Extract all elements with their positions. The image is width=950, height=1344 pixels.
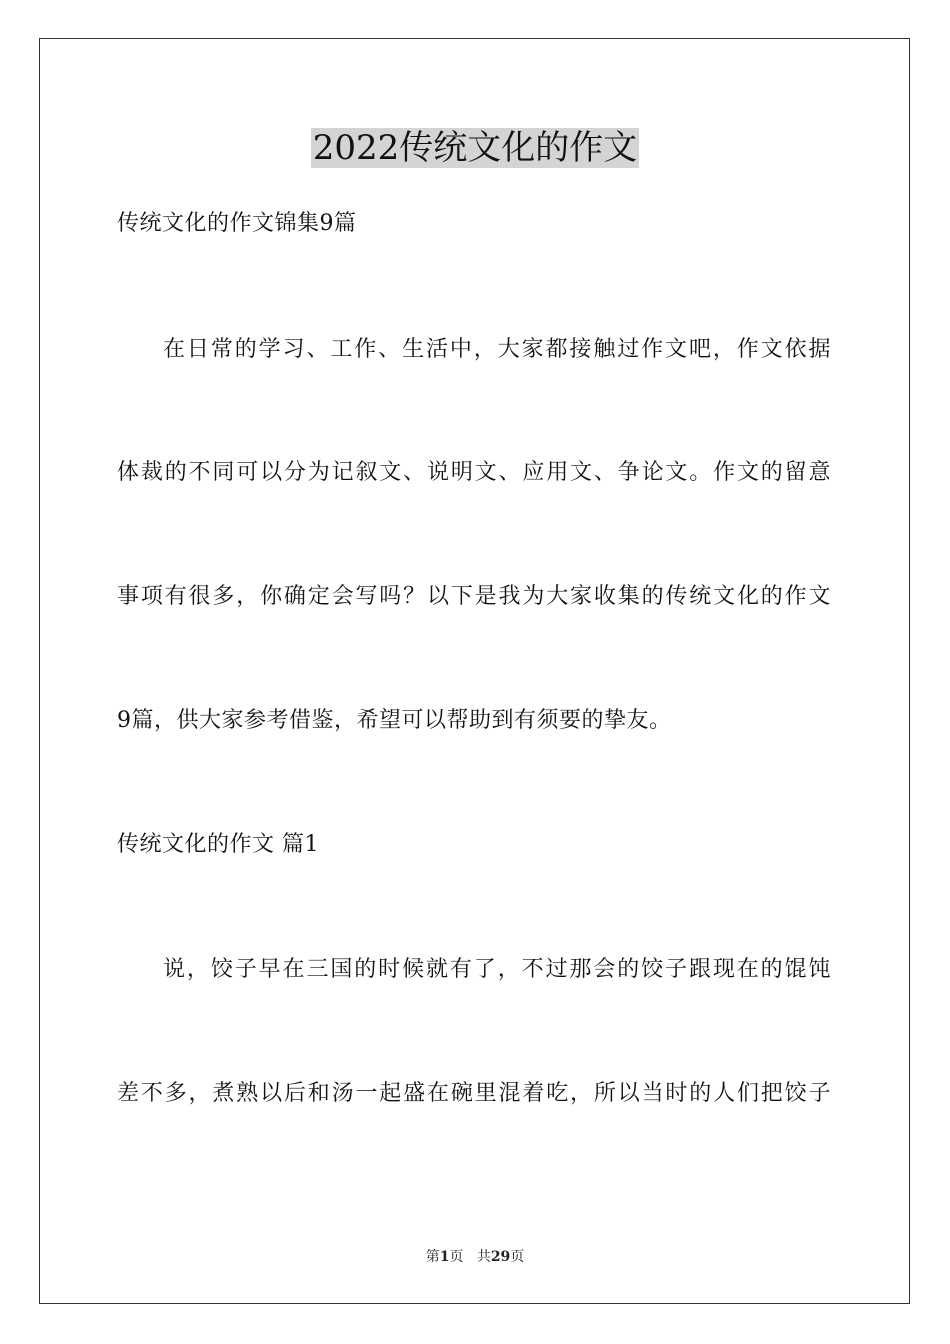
- footer-total-pages: 29: [490, 1249, 511, 1265]
- footer-page-prefix: 第: [425, 1249, 440, 1265]
- document-subtitle: 传统文化的作文锦集9篇: [117, 211, 357, 236]
- intro-line-2: 体裁的不同可以分为记叙文、说明文、应用文、争论文。作文的留意: [117, 460, 831, 485]
- footer-total-suffix: 页: [510, 1249, 525, 1265]
- section-line-1: 说，饺子早在三国的时候就有了，不过那会的饺子跟现在的馄饨: [163, 957, 831, 982]
- section-heading: 传统文化的作文 篇1: [117, 832, 319, 857]
- footer-total-prefix: 共: [476, 1249, 491, 1265]
- intro-line-1: 在日常的学习、工作、生活中，大家都接触过作文吧，作文依据: [163, 337, 831, 362]
- page-footer: [0, 1247, 950, 1267]
- footer-page-suffix: 页: [449, 1249, 464, 1265]
- intro-line-4: 9篇，供大家参考借鉴，希望可以帮助到有须要的挚友。: [117, 708, 672, 733]
- footer-page-number: 1: [439, 1249, 450, 1265]
- section-line-2: 差不多，煮熟以后和汤一起盛在碗里混着吃，所以当时的人们把饺子: [117, 1081, 831, 1106]
- document-title-text: 2022传统文化的作文: [312, 128, 638, 168]
- document-title: [0, 126, 950, 170]
- intro-line-3: 事项有很多，你确定会写吗？以下是我为大家收集的传统文化的作文: [117, 584, 831, 609]
